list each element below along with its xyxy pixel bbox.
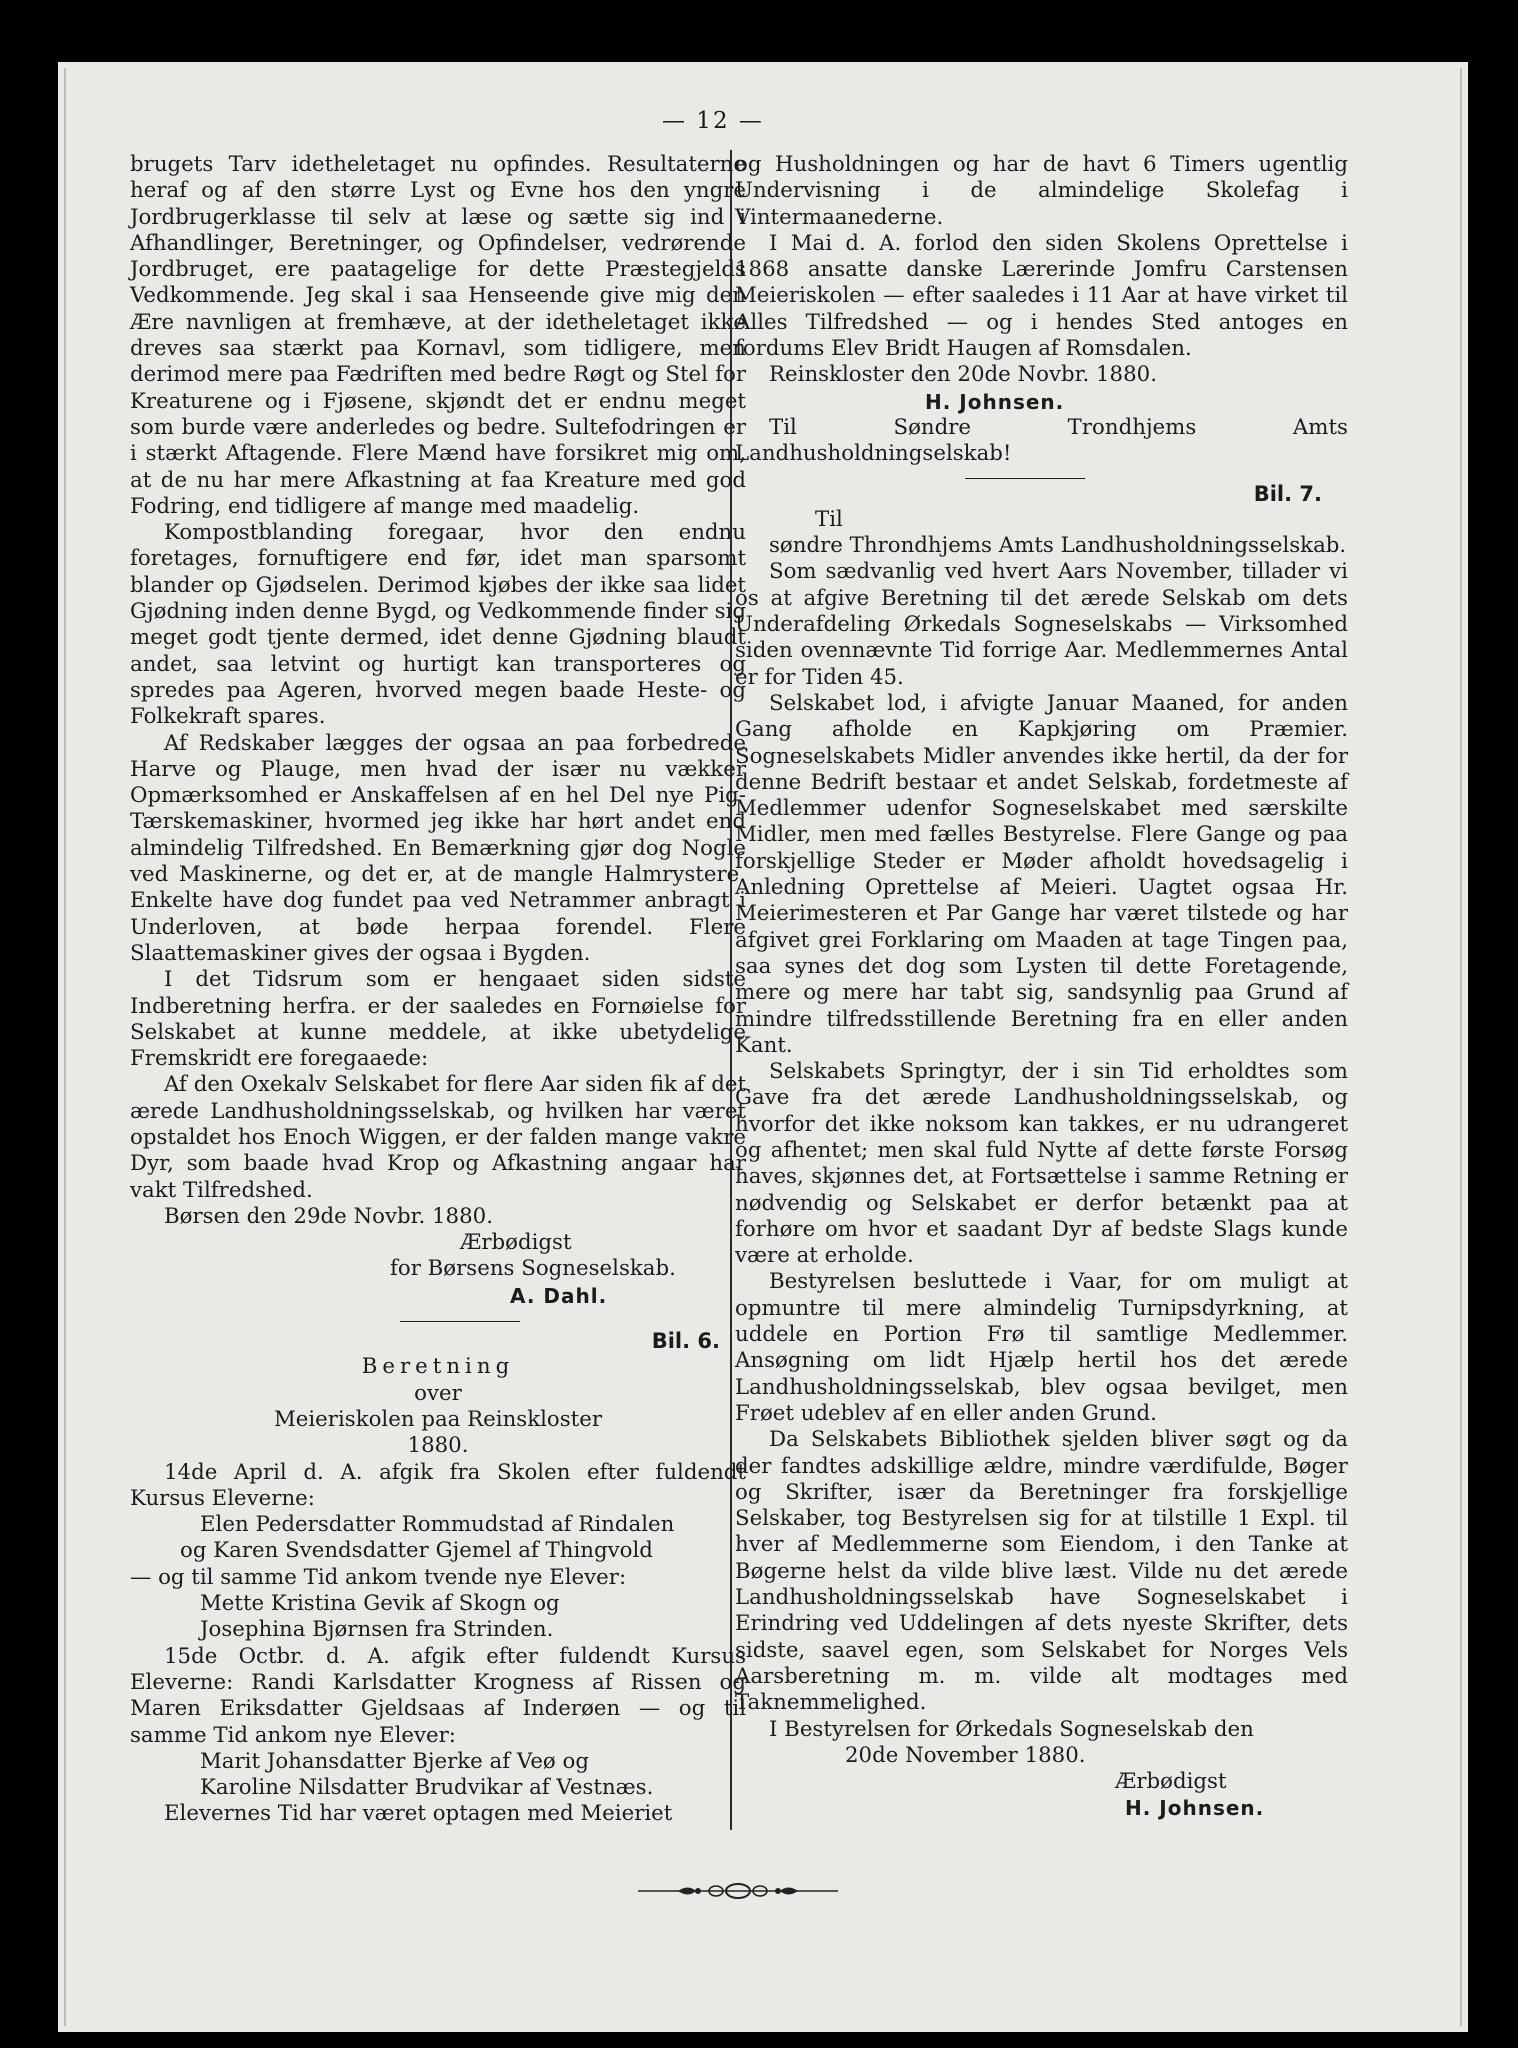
report-title-year: 1880. <box>407 1433 469 1459</box>
bil-7-label: Bil. 7. <box>1253 481 1322 506</box>
letter-paragraph-4: Bestyrelsen besluttede i Vaar, for om muligt at opmuntre til mere almindelig Turnipsdyrkning, at uddele en Portion Frø til samtlige Medlemmer. Ansøgning om lidt Hjælp hertil hos det ærede Landhusholdningsselskab, blev ogsaa bevilget, men Frøet udeblev af en eller anden Grund. <box>735 1269 1348 1426</box>
left-column <box>130 152 746 1828</box>
right-paragraph-1: og Husholdningen og har de havt 6 Timers ugentlig Undervisning i de almindelige Skolefag i Vintermaanederne. <box>735 152 1348 230</box>
left-for-line: for Børsens Sogneselskab. <box>390 1256 676 1282</box>
report-arrival-1: — og til samme Tid ankom tvende nye Elever: <box>130 1564 627 1590</box>
right-signature: H. Johnsen. <box>925 389 1065 414</box>
letter-paragraph-2: Selskabet lod, i afvigte Januar Maaned, for anden Gang afholde en Kapkjøring om Præmier. Sogneselskabets Midler anvendes ikke hertil, da der for denne Bedrift bestaar et andet Selskab, fordetmeste af Medlemmer udenfor Sogneselskabet med særskilte Midler, men med fælles Bestyrelse. Flere Gange og paa forskjellige Steder er Møder afholdt hovedsagelig i Anledning Oprettelse af Meieri. Uagtet ogsaa Hr. Meierimesteren et Par Gange har været tilstede og har afgivet grei Forklaring om Maaden at tage Tingen paa, saa synes det dog som Lysten til dette Foretagende, mere og mere har tabt sig, sandsynlig paa Grund af mindre tilfredsstillende Beretning fra en eller anden Kant. <box>735 690 1348 1058</box>
right-column <box>735 152 1348 1822</box>
report-student-5: Marit Johansdatter Bjerke af Veø og <box>200 1748 589 1774</box>
letter-addressee: søndre Throndhjems Amts Landhusholdningsselskab. <box>769 533 1347 559</box>
letter-til: Til <box>815 506 843 532</box>
report-para-1: 14de April d. A. afgik fra Skolen efter fuldendt Kursus Eleverne: <box>130 1459 746 1511</box>
report-title-over: over <box>414 1380 462 1406</box>
left-signature: A. Dahl. <box>510 1283 608 1308</box>
right-place-date: Reinskloster den 20de Novbr. 1880. <box>769 362 1157 388</box>
report-para-2: 15de Octbr. d. A. afgik efter fuldendt Kursus Eleverne: Randi Karlsdatter Krogness af Rissen og Maren Eriksdatter Gjeldsaas af Inderøen — og til samme Tid ankom nye Elever: <box>130 1643 746 1748</box>
left-place-date: Børsen den 29de Novbr. 1880. <box>164 1203 493 1229</box>
report-title-subject: Meieriskolen paa Reinskloster <box>273 1406 603 1432</box>
letter-paragraph-3: Selskabets Springtyr, der i sin Tid erholdtes som Gave fra det ærede Landhusholdningsselskab, og hvorfor det ikke noksom kan takkes, er nu udrangeret og afhentet; men skal fuld Nytte af dette første Forsøg haves, skjønnes det, at Fortsættelse i samme Retning er nødvendig og Selskabet er derfor betænkt paa at forhøre om hvor et saadant Dyr af bedste Slags kunde være at erholde. <box>735 1059 1348 1269</box>
left-paragraph-2: Kompostblanding foregaar, hvor den endnu foretages, fornuftigere end før, idet man sparsomt blander op Gjødselen. Derimod kjøbes der ikke saa lidet Gjødning inden denne Bygd, og Vedkommende finder sig meget godt tjente dermed, idet denne Gjødning blaudt andet, saa letvint og hurtigt kan transporteres og spredes paa Ageren, hvorved megen baade Heste- og Folkekraft spares. <box>130 520 746 730</box>
report-student-3: Mette Kristina Gevik af Skogn og <box>200 1591 560 1617</box>
left-paragraph-3: Af Redskaber lægges der ogsaa an paa forbedrede Harve og Plauge, men hvad der især nu vækker Opmærksomhed er Anskaffelsen af en hel Del nye Pig- Tærskemaskiner, hvormed jeg ikke har hørt andet end almindelig Tilfredshed. En Bemærkning gjør dog Nogle ved Maskinerne, og det er, at de mangle Halmrystere. Enkelte have dog fundet paa ved Netrammer anbragt i Underloven, at bøde herpaa forendel. Flere Slaattemaskiner gives der ogsaa i Bygden. <box>130 730 746 966</box>
report-student-2: og Karen Svendsdatter Gjemel af Thingvold <box>180 1538 653 1564</box>
letter-closing-place: I Bestyrelsen for Ørkedals Sogneselskab den <box>769 1716 1254 1742</box>
letter-paragraph-1: Som sædvanlig ved hvert Aars November, tillader vi os at afgive Beretning til det ærede Selskab om dets Underafdeling Ørkedals Sogneselskabs — Virksomhed siden ovennævnte Tid forrige Aar. Medlemmernes Antal er for Tiden 45. <box>735 559 1348 690</box>
report-title: Beretning <box>361 1354 515 1380</box>
letter-signature: H. Johnsen. <box>1125 1796 1265 1821</box>
left-paragraph-1: brugets Tarv idetheletaget nu opfindes. Resultaterne heraf og af den større Lyst og Evne hos den yngre Jordbrugerklasse til selv at læse og sætte sig ind i Afhandlinger, Beretninger, og Opfindelser, vedrørende Jordbruget, ere paatagelige for dette Præstegjelds Vedkommende. Jeg skal i saa Henseende give mig den Ære navnligen at fremhæve, at der idetheletaget ikke dreves saa stærkt paa Kornavl, som tidligere, men derimod mere paa Fædriften med bedre Røgt og Stel for Kreaturene og i Fjøsene, skjøndt det er endnu meget som burde være anderledes og bedre. Sultefodringen er i stærkt Aftagende. Flere Mænd have forsikret mig om, at de nu har mere Afkastning at faa Kreature med god Fodring, end tidligere af mange med maadelig. <box>130 152 746 519</box>
left-closing: Ærbødigst <box>460 1230 572 1256</box>
left-section-divider <box>400 1321 520 1322</box>
right-to-line: Til Søndre Trondhjems Amts Landhusholdningselskab! <box>735 414 1348 467</box>
left-paragraph-5: Af den Oxekalv Selskabet for flere Aar siden fik af det ærede Landhusholdningsselskab, og hvilken har været opstaldet hos Enoch Wiggen, er der falden mange vakre Dyr, som baade hvad Krop og Afkastning angaar har vakt Tilfredshed. <box>130 1072 746 1203</box>
right-paragraph-2: I Mai d. A. forlod den siden Skolens Oprettelse i 1868 ansatte danske Lærerinde Jomfru Carstensen Meieriskolen — efter saaledes i 11 Aar at have virket til Alles Tilfredshed — og i hendes Sted antoges en fordums Elev Bridt Haugen af Romsdalen. <box>735 230 1348 362</box>
report-student-4: Josephina Bjørnsen fra Strinden. <box>200 1617 554 1643</box>
right-section-divider <box>965 478 1085 479</box>
bil-6-label: Bil. 6. <box>651 1329 720 1354</box>
report-student-6: Karoline Nilsdatter Brudvikar af Vestnæs. <box>200 1775 654 1801</box>
report-para-3: Elevernes Tid har været optagen med Meieriet <box>164 1801 673 1827</box>
page-number: — 12 — <box>662 108 764 134</box>
letter-date: 20de November 1880. <box>845 1742 1086 1768</box>
letter-closing: Ærbødigst <box>1115 1769 1227 1795</box>
letter-paragraph-5: Da Selskabets Bibliothek sjelden bliver søgt og da der fandtes adskillige ældre, mindre værdifulde, Bøger og Skrifter, især da Beretninger fra forskjellige Selskaber, tog Bestyrelsen sig for at tilstille 1 Expl. til hver af Medlemmerne som Eiendom, i den Tanke at Bøgerne helst da vilde blive læst. Vilde nu det ærede Landhusholdningsselskab have Sogneselskabet i Erindring ved Uddelingen af dets nyeste Skrifter, dets sidste, saavel egen, som Selskabet for Norges Vels Aarsberetning m. m. vilde alt modtages med Taknemmelighed. <box>735 1427 1348 1716</box>
ornament-flourish-icon <box>638 1876 838 1906</box>
report-student-1: Elen Pedersdatter Rommudstad af Rindalen <box>200 1512 675 1538</box>
left-paragraph-4: I det Tidsrum som er hengaaet siden sidste Indberetning herfra. er der saaledes en Fornøielse for Selskabet at kunne meddele, at ikke ubetydelige Fremskridt ere foregaaede: <box>130 967 746 1072</box>
